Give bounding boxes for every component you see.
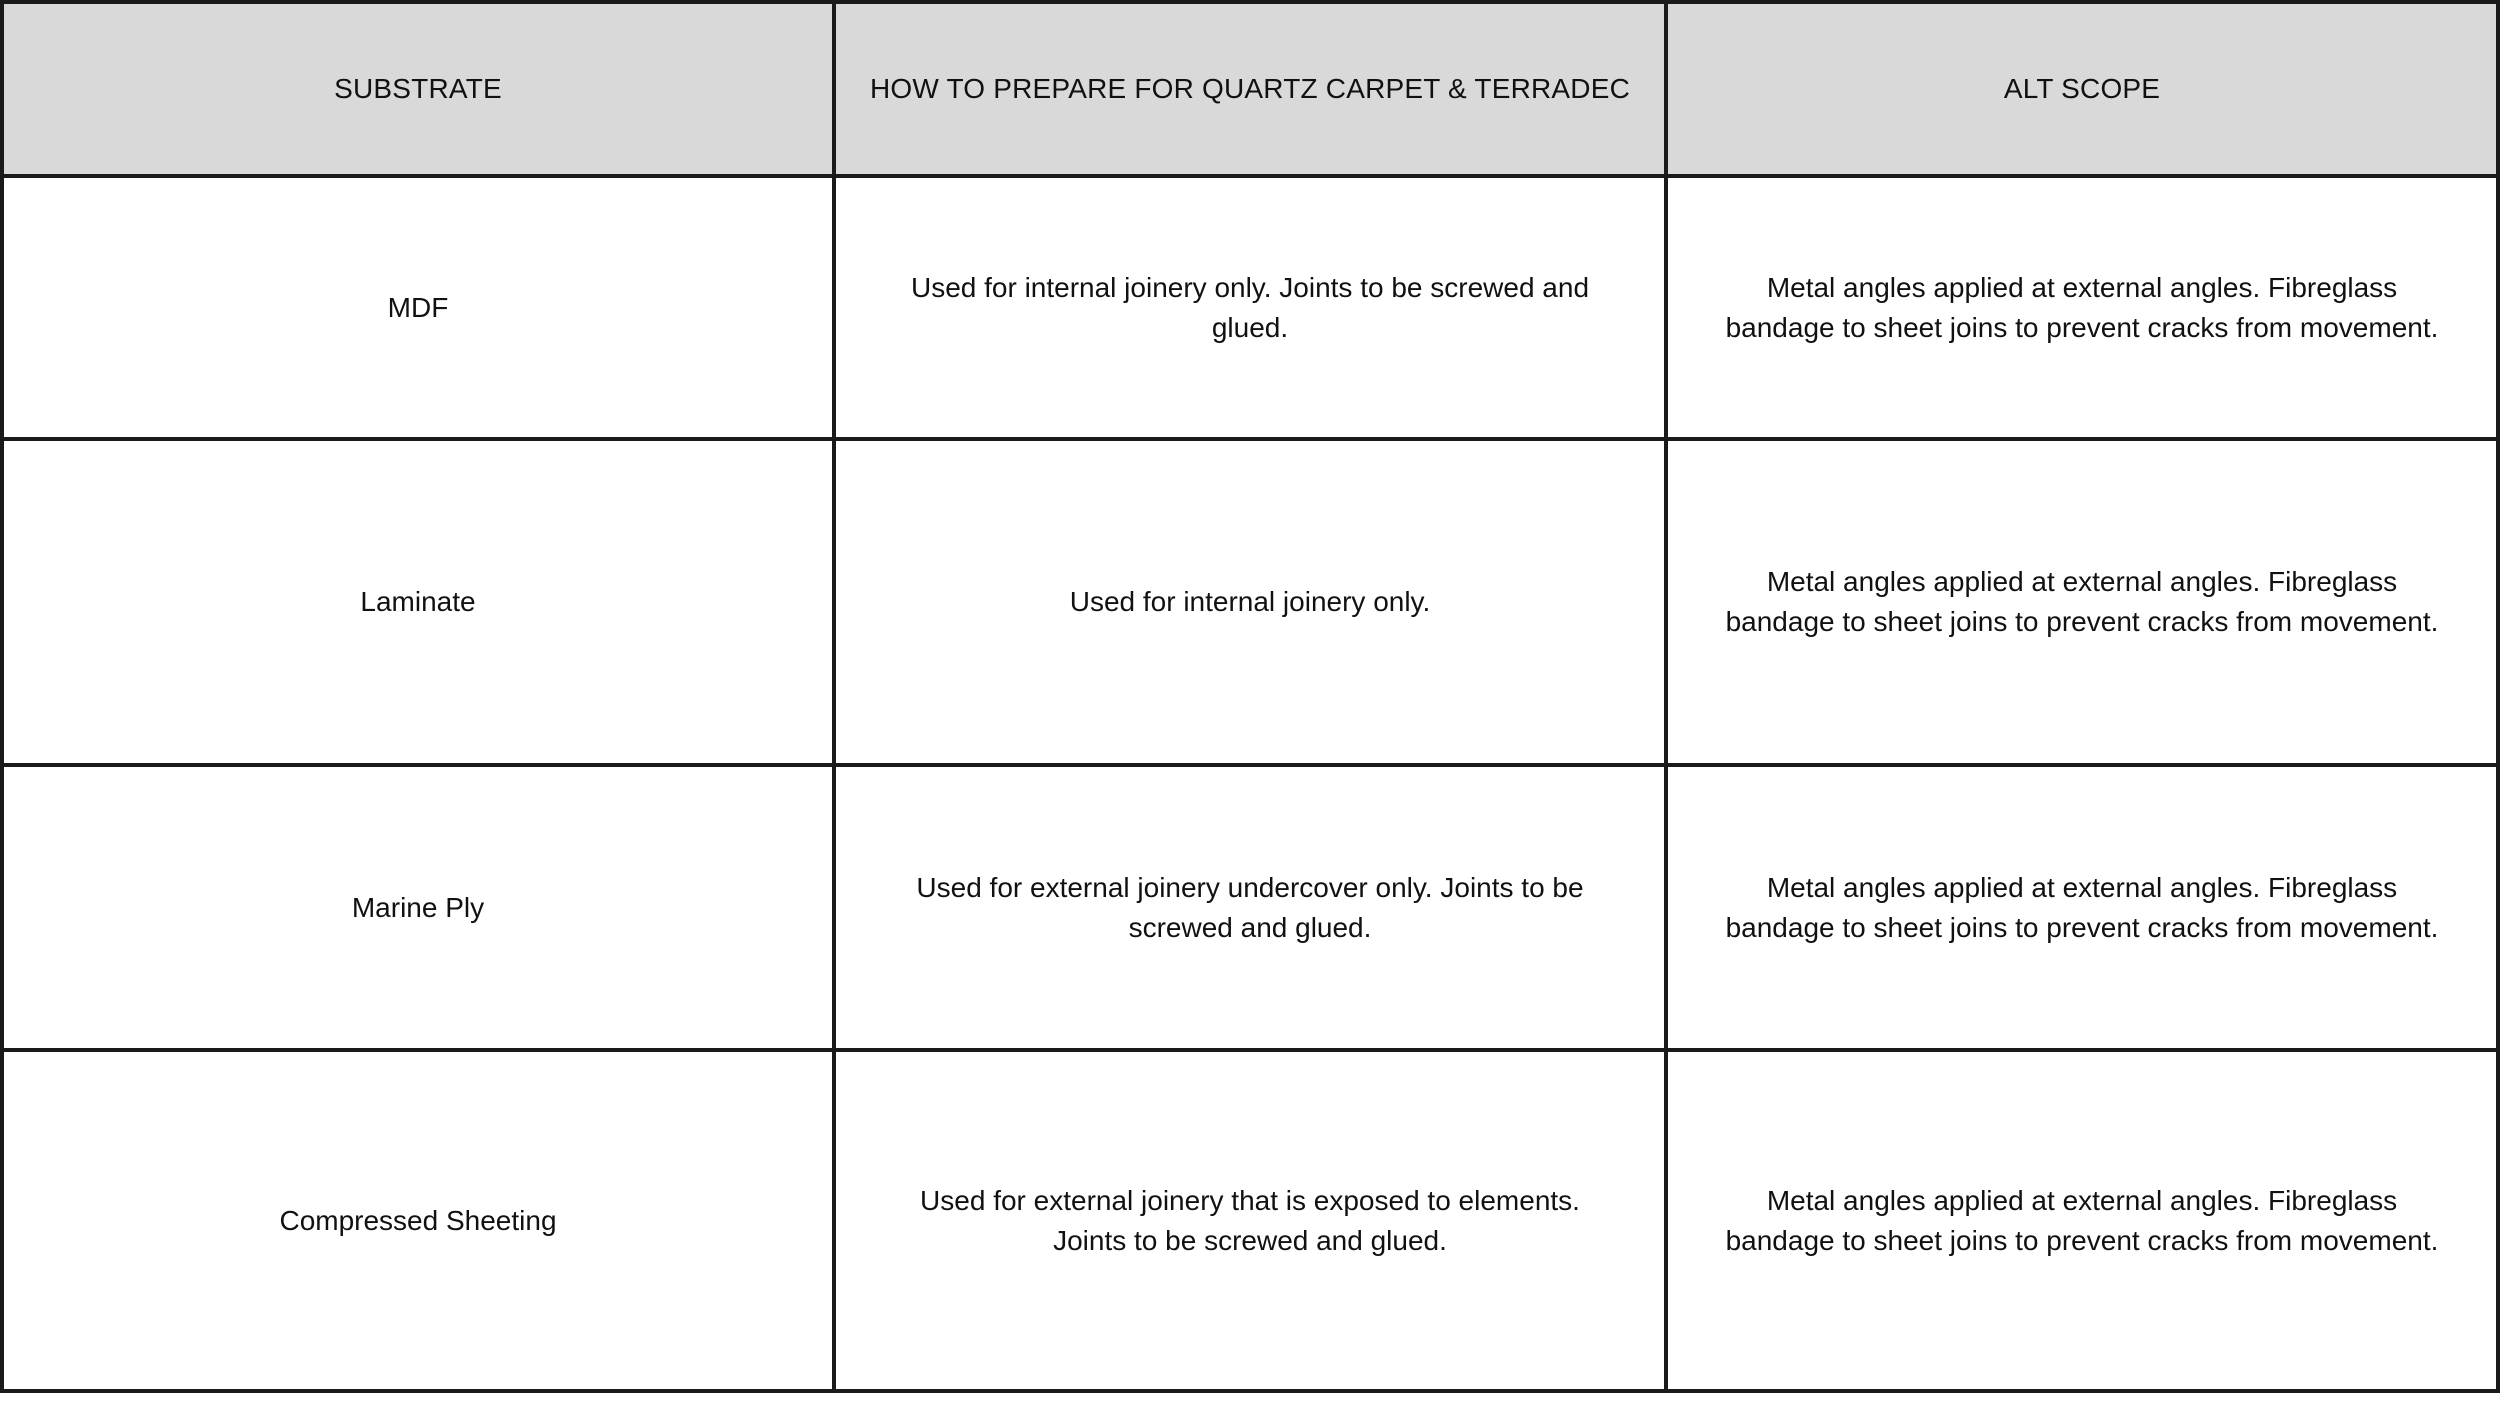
table-row — [2, 765, 2498, 1050]
table-body — [2, 176, 2498, 1391]
header-row — [2, 2, 2498, 176]
column-header-substrate: SUBSTRATE — [2, 2, 834, 176]
cell-text: Used for external joinery undercover only. Joints to be screwed and glued. — [916, 871, 1584, 943]
table-header — [2, 2, 2498, 176]
table-row — [2, 439, 2498, 765]
cell-substrate — [2, 765, 834, 1050]
cell-prepare — [834, 765, 1666, 1050]
cell-prepare — [834, 1050, 1666, 1391]
cell-text: Used for external joinery that is exposed to elements. Joints to be screwed and glued. — [920, 1184, 1580, 1256]
cell-text: Metal angles applied at external angles. Fibreglass bandage to sheet joins to prevent cracks from movement. — [1725, 271, 2439, 343]
cell-text: Used for internal joinery only. — [1069, 586, 1431, 617]
column-header-how-to-prepare: HOW TO PREPARE FOR QUARTZ CARPET & TERRADEC — [834, 2, 1666, 176]
column-header-alt-scope: ALT SCOPE — [1666, 2, 2498, 176]
cell-alt-scope — [1666, 1050, 2498, 1391]
cell-text: Used for internal joinery only. Joints to be screwed and glued. — [910, 271, 1590, 343]
cell-text: Laminate — [360, 586, 476, 617]
cell-alt-scope — [1666, 176, 2498, 439]
cell-text: MDF — [387, 291, 449, 323]
cell-text: Marine Ply — [351, 891, 485, 923]
cell-text: Metal angles applied at external angles. Fibreglass bandage to sheet joins to prevent cracks from movement. — [1725, 1184, 2439, 1256]
cell-alt-scope — [1666, 439, 2498, 765]
table-row — [2, 176, 2498, 439]
cell-substrate — [2, 176, 834, 439]
cell-substrate — [2, 439, 834, 765]
cell-text: Metal angles applied at external angles. Fibreglass bandage to sheet joins to prevent cracks from movement. — [1725, 871, 2439, 943]
cell-prepare — [834, 176, 1666, 439]
table-row — [2, 1050, 2498, 1391]
cell-text: Compressed Sheeting — [279, 1204, 557, 1236]
cell-alt-scope — [1666, 765, 2498, 1050]
cell-text: Metal angles applied at external angles. Fibreglass bandage to sheet joins to prevent cracks from movement. — [1725, 566, 2439, 637]
cell-substrate — [2, 1050, 834, 1391]
cell-prepare — [834, 439, 1666, 765]
